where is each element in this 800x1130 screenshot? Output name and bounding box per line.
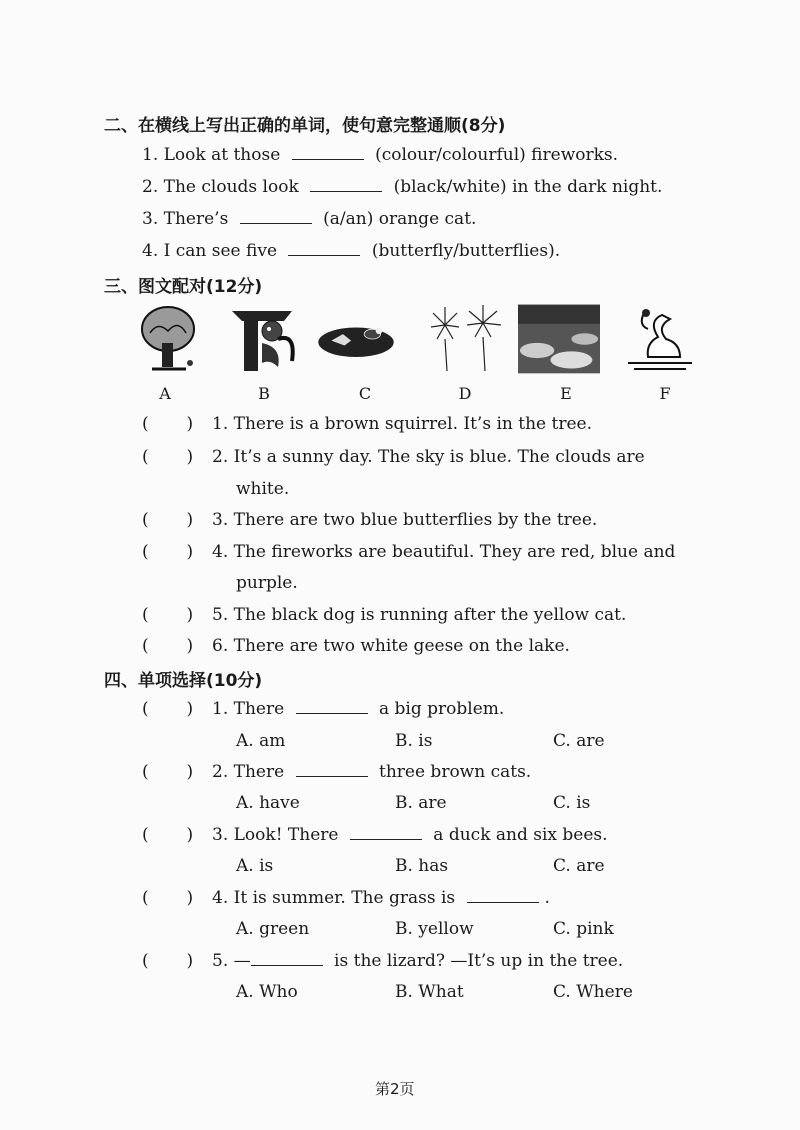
answer-parens[interactable]: ( ) — [142, 510, 194, 530]
picture-label-c: C — [358, 384, 372, 403]
item-number: 1. — [212, 699, 229, 719]
item-number: 2. — [142, 177, 159, 197]
item-text-post: (a/an) orange cat. — [323, 209, 477, 229]
picture-label-a: A — [159, 384, 171, 403]
item-text-post: (butterfly/butterflies). — [371, 241, 561, 261]
option-b[interactable]: B. has — [395, 856, 449, 876]
answer-parens[interactable]: ( ) — [142, 762, 194, 782]
item-text-pre: Look! There — [233, 825, 339, 845]
choice-question-4 — [212, 888, 550, 908]
fill-blank-item-1 — [142, 145, 618, 165]
option-a[interactable]: A. green — [236, 919, 310, 939]
geese-picture — [618, 303, 700, 375]
answer-parens[interactable]: ( ) — [142, 951, 194, 971]
item-text-pre: It is summer. The grass is — [233, 888, 456, 908]
option-a[interactable]: A. have — [236, 793, 300, 813]
item-number: 3. — [212, 510, 229, 530]
option-b[interactable]: B. What — [395, 982, 464, 1002]
matching-item-1 — [212, 414, 592, 434]
answer-parens[interactable]: ( ) — [142, 888, 194, 908]
squirrel-picture — [222, 303, 304, 375]
answer-blank[interactable] — [240, 209, 312, 224]
item-number: 5. — [212, 951, 229, 971]
item-number: 1. — [142, 145, 159, 165]
item-text-post: (colour/colourful) fireworks. — [375, 145, 619, 165]
option-c[interactable]: C. are — [553, 731, 605, 751]
section-2-title: 二、在横线上写出正确的单词，使句意完整通顺(8分) — [104, 116, 506, 136]
item-text-pre: Look at those — [163, 145, 281, 165]
answer-parens[interactable]: ( ) — [142, 414, 194, 434]
answer-blank[interactable] — [310, 177, 382, 192]
choice-question-5 — [212, 951, 623, 971]
choice-question-3 — [212, 825, 608, 845]
item-text-post: a big problem. — [379, 699, 505, 719]
matching-item-4 — [212, 542, 675, 562]
item-text: It’s a sunny day. The sky is blue. The clouds are — [233, 447, 645, 467]
answer-blank[interactable] — [467, 888, 539, 903]
item-number: 3. — [142, 209, 159, 229]
option-c[interactable]: C. pink — [553, 919, 614, 939]
item-number: 4. — [142, 241, 159, 261]
answer-parens[interactable]: ( ) — [142, 447, 194, 467]
section-4-title: 四、单项选择(10分) — [104, 671, 263, 691]
section-3-title: 三、图文配对(12分) — [104, 277, 263, 297]
item-text-post: . — [544, 888, 550, 908]
item-text: The black dog is running after the yellow cat. — [233, 605, 627, 625]
item-text-post: a duck and six bees. — [433, 825, 608, 845]
item-text-pre: There’s — [163, 209, 229, 229]
picture-label-e: E — [560, 384, 572, 403]
item-number: 4. — [212, 888, 229, 908]
fill-blank-item-3 — [142, 209, 476, 229]
tree-picture — [128, 303, 210, 375]
answer-parens[interactable]: ( ) — [142, 636, 194, 656]
picture-label-d: D — [458, 384, 472, 403]
dog-cat-picture — [315, 303, 397, 375]
option-a[interactable]: A. is — [236, 856, 274, 876]
item-number: 2. — [212, 762, 229, 782]
answer-parens[interactable]: ( ) — [142, 825, 194, 845]
item-text-pre: I can see five — [163, 241, 278, 261]
item-text-pre: — — [233, 951, 251, 971]
item-text-pre: There — [233, 699, 285, 719]
option-c[interactable]: C. is — [553, 793, 591, 813]
item-number: 1. — [212, 414, 229, 434]
item-number: 6. — [212, 636, 229, 656]
matching-item-4-cont: purple. — [236, 573, 298, 593]
matching-item-5 — [212, 605, 626, 625]
option-a[interactable]: A. am — [236, 731, 286, 751]
item-text-pre: The clouds look — [163, 177, 299, 197]
answer-blank[interactable] — [350, 825, 422, 840]
picture-label-f: F — [659, 384, 671, 403]
answer-blank[interactable] — [296, 699, 368, 714]
option-c[interactable]: C. are — [553, 856, 605, 876]
choice-question-2 — [212, 762, 531, 782]
answer-parens[interactable]: ( ) — [142, 542, 194, 562]
matching-item-2 — [212, 447, 645, 467]
matching-item-3 — [212, 510, 597, 530]
fill-blank-item-4 — [142, 241, 560, 261]
item-number: 4. — [212, 542, 229, 562]
item-text: There is a brown squirrel. It’s in the tree. — [233, 414, 592, 434]
item-text-pre: There — [233, 762, 285, 782]
fireworks-picture — [425, 303, 507, 375]
matching-item-6 — [212, 636, 570, 656]
item-number: 2. — [212, 447, 229, 467]
option-c[interactable]: C. Where — [553, 982, 633, 1002]
option-a[interactable]: A. Who — [236, 982, 298, 1002]
item-text: The fireworks are beautiful. They are red, blue and — [233, 542, 676, 562]
answer-parens[interactable]: ( ) — [142, 699, 194, 719]
option-b[interactable]: B. are — [395, 793, 447, 813]
option-b[interactable]: B. yellow — [395, 919, 474, 939]
answer-blank[interactable] — [251, 951, 323, 966]
answer-blank[interactable] — [292, 145, 364, 160]
item-text: There are two white geese on the lake. — [233, 636, 570, 656]
item-text: There are two blue butterflies by the tree. — [233, 510, 598, 530]
item-text-post: (black/white) in the dark night. — [393, 177, 663, 197]
choice-question-1 — [212, 699, 504, 719]
option-b[interactable]: B. is — [395, 731, 433, 751]
sky-clouds-picture — [518, 303, 600, 375]
answer-parens[interactable]: ( ) — [142, 605, 194, 625]
answer-blank[interactable] — [296, 762, 368, 777]
item-number: 3. — [212, 825, 229, 845]
item-text-post: is the lizard? —It’s up in the tree. — [334, 951, 624, 971]
page-number: 第2页 — [375, 1080, 415, 1098]
matching-item-2-cont: white. — [236, 479, 290, 499]
item-text-post: three brown cats. — [379, 762, 532, 782]
picture-label-b: B — [258, 384, 270, 403]
item-number: 5. — [212, 605, 229, 625]
answer-blank[interactable] — [288, 241, 360, 256]
fill-blank-item-2 — [142, 177, 662, 197]
